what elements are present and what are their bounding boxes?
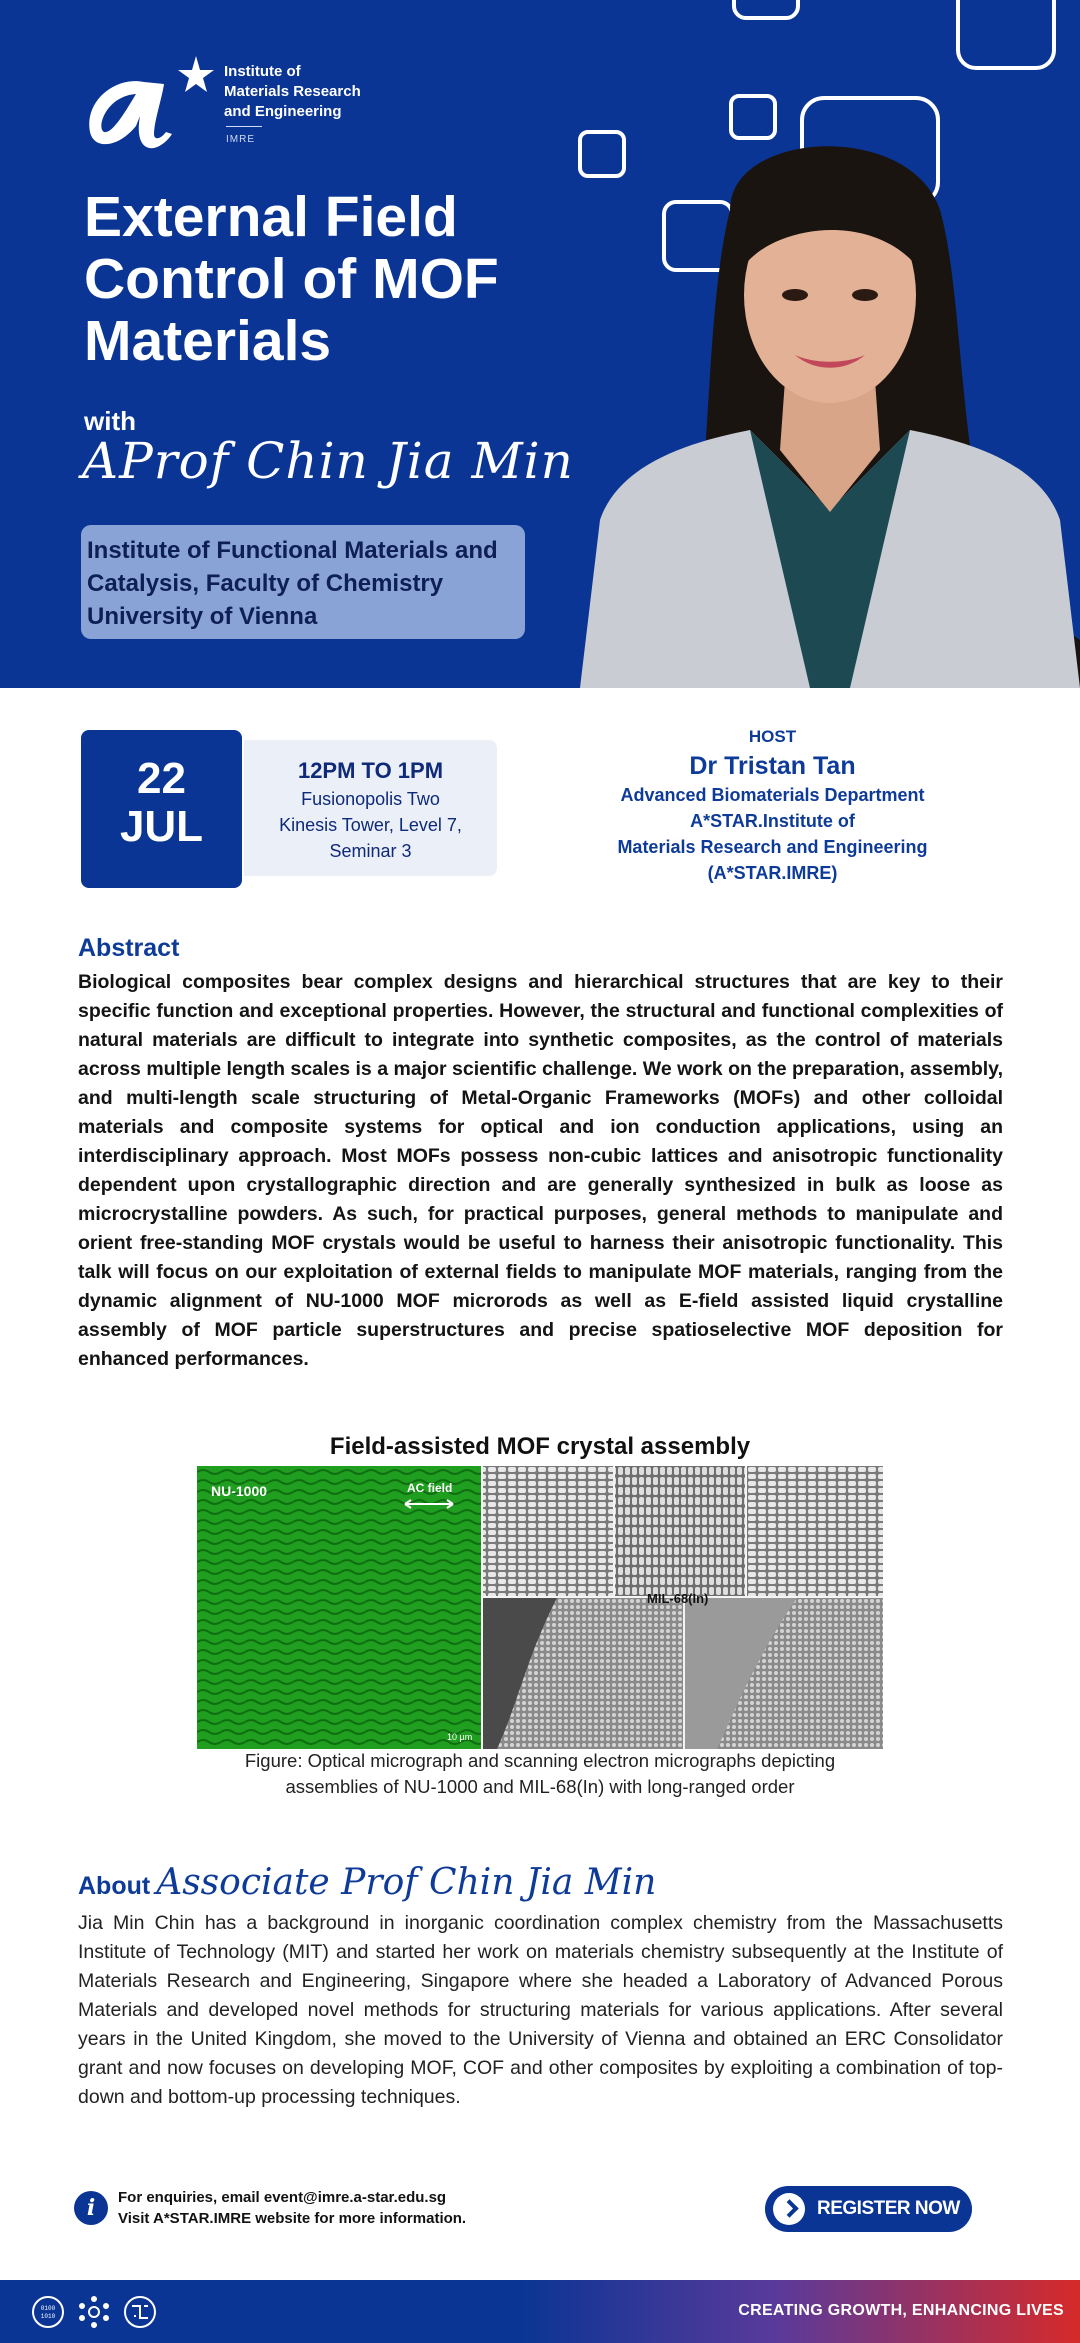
hero-banner (0, 0, 1080, 688)
with-label: with (84, 406, 136, 436)
enquiry-email[interactable]: For enquiries, email event@imre.a-star.edu.sg (118, 2189, 447, 2206)
figure-label-nu1000: NU-1000 (211, 1483, 268, 1499)
binary-badge-icon (33, 2297, 63, 2327)
footer-badges (30, 2294, 170, 2330)
register-now-button[interactable] (765, 2186, 972, 2232)
figure-scale-bar: 10 µm (447, 1732, 473, 1742)
talk-title: External Field Control of MOF Materials (84, 185, 499, 373)
about-heading-label: About (78, 1872, 151, 1900)
logo-acronym: IMRE (226, 134, 255, 145)
abstract-text: Biological composites bear complex designs and hierarchical structures that are key to their specific function and exceptional properties. However, the structural and functional complexities of natural materials are difficult to integrate into synthetic composites, as the control of materials across multiple length scales is a major scientific challenge. We work on the preparation, assembly, and multi-length scale structuring of Metal-Organic Frameworks (MOFs) and other colloidal materials and composite systems for optical and ion conduction applications, using an interdisciplinary approach. Most MOFs possess non-cubic lattices and anisotropic functionality dependent upon crystallographic direction and are generally synthesized in bulk as loose as microcrystalline powders. As such, for practical purposes, general methods to manipulate and orient free-standing MOF crystals would be useful to harness their anisotropic functionality. This talk will focus on our exploitation of external fields to manipulate MOF materials, ranging from the dynamic alignment of NU-1000 MOF microrods as well as E-field assisted liquid crystalline assembly of MOF particle superstructures and precise spatioselective MOF deposition for enhanced performances. (78, 971, 1003, 1370)
decor-square (732, 0, 800, 20)
figure-title: Field-assisted MOF crystal assembly (329, 1433, 751, 1460)
speaker-name: AProf Chin Jia Min (82, 432, 574, 490)
host-block (580, 724, 965, 886)
astar-logo-icon (84, 54, 224, 154)
date-day: 22 (137, 754, 186, 803)
host-name: Dr Tristan Tan (689, 752, 856, 780)
figure-caption (190, 1748, 890, 1800)
register-label: REGISTER NOW (817, 2198, 960, 2219)
date-badge (81, 730, 242, 888)
venue-line-1: Fusionopolis Two (301, 789, 440, 809)
figure-caption-line-1: Figure: Optical micrograph and scanning electron micrographs depicting (244, 1750, 836, 1771)
svg-text:0100: 0100 (40, 2305, 56, 2312)
about-text: Jia Min Chin has a background in inorganic coordination complex chemistry from the Massachusetts Institute of Technology (MIT) and started her work on materials chemistry subsequently at the Institute of Materials Research and Engineering, Singapore where she headed a Laboratory of Advanced Porous Materials and developed novel methods for structuring materials for various applications. After several years in the United Kingdom, she moved to the University of Vienna and obtained an ERC Consolidator grant and now focuses on developing MOF, COF and other composites by exploiting a combination of top-down and bottom-up processing techniques. (78, 1912, 1003, 2108)
logo-wordmark: Institute of Materials Research and Engineering (224, 63, 361, 120)
venue-line-2: Kinesis Tower, Level 7, (279, 815, 462, 835)
figure-label-acfield: AC field (407, 1481, 453, 1495)
info-icon: i (74, 2191, 108, 2225)
molecule-badge-icon (79, 2296, 109, 2328)
date-month: JUL (119, 802, 204, 851)
svg-text:1010: 1010 (40, 2313, 56, 2320)
sem-micrograph-2 (615, 1466, 745, 1596)
circuit-badge-icon (125, 2297, 155, 2327)
enquiry-website: Visit A*STAR.IMRE website for more information. (118, 2210, 467, 2227)
host-department: Advanced Biomaterials Department A*STAR.Institute of Materials Research and Engineering (A*STAR.IMRE) (617, 785, 928, 883)
imre-logo (84, 54, 384, 154)
bottom-bar (0, 2280, 1080, 2343)
abstract-heading: Abstract (78, 934, 180, 962)
logo-divider (226, 126, 262, 127)
sem-micrograph-1 (483, 1466, 613, 1596)
figure-micrographs (197, 1466, 883, 1749)
decor-square (956, 0, 1056, 70)
enquiry-info (118, 2187, 466, 2229)
host-label: HOST (748, 727, 797, 746)
speaker-affiliation: Institute of Functional Materials and Catalysis, Faculty of Chemistry University of Vienna (81, 525, 525, 639)
about-heading-script: Associate Prof Chin Jia Min (156, 1862, 657, 1903)
tagline: CREATING GROWTH, ENHANCING LIVES (738, 2302, 1064, 2319)
figure-caption-line-2: assemblies of NU-1000 and MIL-68(In) with long-ranged order (285, 1776, 795, 1797)
figure-label-mil68: MIL-68(In) (647, 1591, 709, 1606)
time-venue-box (244, 740, 497, 876)
sem-micrograph-3 (747, 1466, 883, 1596)
about-heading (78, 1862, 656, 1903)
event-time: 12PM TO 1PM (297, 758, 444, 783)
venue-line-3: Seminar 3 (329, 841, 412, 861)
speaker-portrait (580, 120, 1080, 688)
arrow-right-icon (773, 2193, 805, 2225)
optical-micrograph (197, 1466, 481, 1749)
